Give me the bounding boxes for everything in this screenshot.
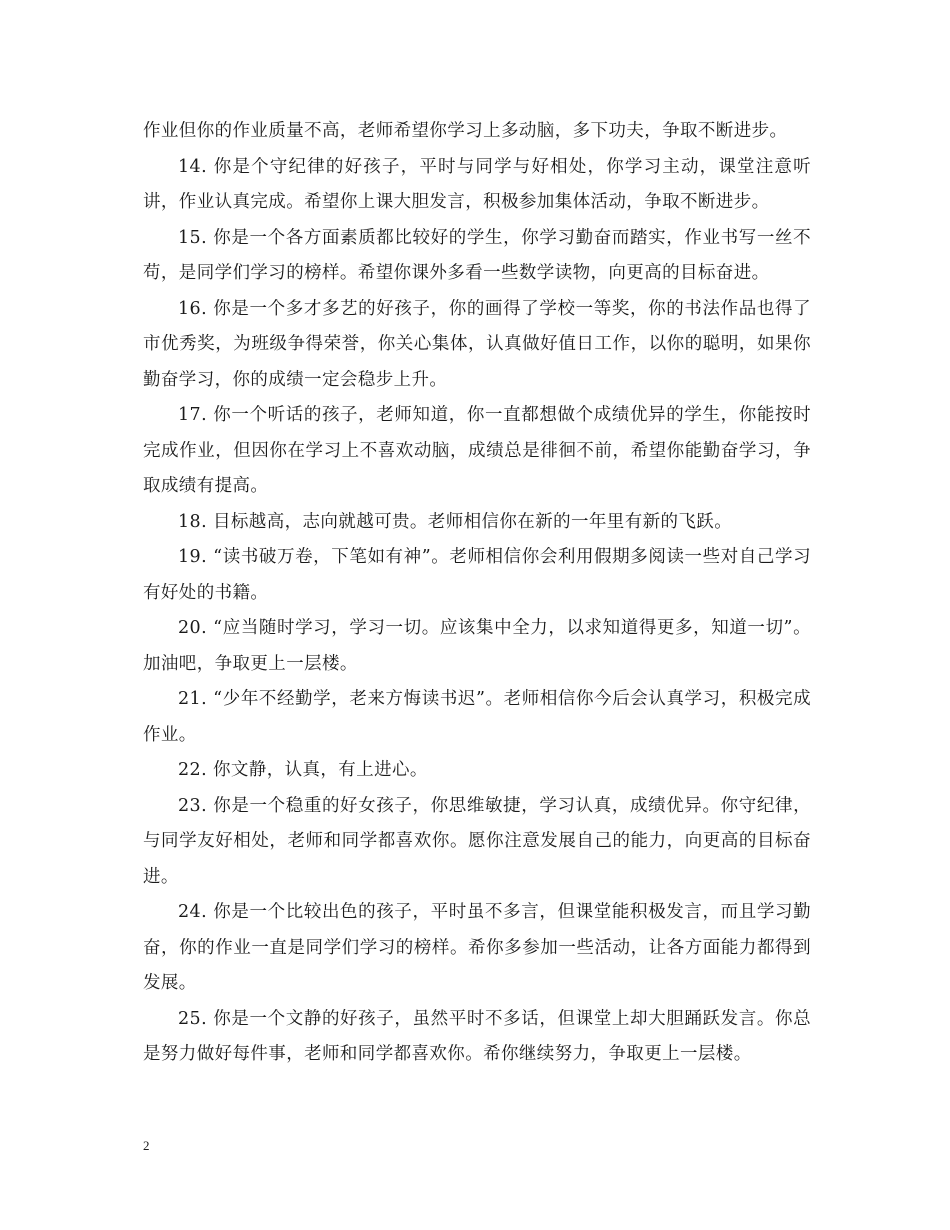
paragraph-14: 14. 你是个守纪律的好孩子，平时与同学与好相处，你学习主动，课堂注意听讲，作业认真完成。希望你上课大胆发言，积极参加集体活动，争取不断进步。	[143, 156, 811, 212]
paragraph-continuation: 作业但你的作业质量不高，老师希望你学习上多动脑，多下功夫，争取不断进步。	[143, 121, 788, 141]
paragraph-24: 24. 你是一个比较出色的孩子，平时虽不多言，但课堂能积极发言，而且学习勤奋，你的作业一直是同学们学习的榜样。希你多参加一些活动，让各方面能力都得到发展。	[143, 902, 811, 993]
paragraph-19: 19. “读书破万卷，下笔如有神”。老师相信你会利用假期多阅读一些对自己学习有好处的书籍。	[143, 547, 811, 603]
paragraph-22: 22. 你文静，认真，有上进心。	[178, 760, 428, 780]
paragraph-16: 16. 你是一个多才多艺的好孩子，你的画得了学校一等奖，你的书法作品也得了市优秀奖，为班级争得荣誉，你关心集体，认真做好值日工作，以你的聪明，如果你勤奋学习，你的成绩一定会稳步上升。	[143, 298, 811, 390]
body-text	[143, 114, 811, 1073]
paragraph-18: 18. 目标越高，志向就越可贵。老师相信你在新的一年里有新的飞跃。	[178, 511, 733, 532]
paragraph-20: 20. “应当随时学习，学习一切。应该集中全力，以求知道得更多，知道一切”。加油吧，争取更上一层楼。	[143, 618, 811, 674]
paragraph-25: 25. 你是一个文静的好孩子，虽然平时不多话，但课堂上却大胆踊跃发言。你总是努力做好每件事，老师和同学都喜欢你。希你继续努力，争取更上一层楼。	[143, 1008, 811, 1064]
paragraph-17: 17. 你一个听话的孩子，老师知道，你一直都想做个成绩优异的学生，你能按时完成作业，但因你在学习上不喜欢动脑，成绩总是徘徊不前，希望你能勤奋学习，争取成绩有提高。	[143, 405, 811, 496]
paragraph-23: 23. 你是一个稳重的好女孩子，你思维敏捷，学习认真，成绩优异。你守纪律，与同学友好相处，老师和同学都喜欢你。愿你注意发展自己的能力，向更高的目标奋进。	[143, 795, 811, 887]
page-number: 2	[143, 1138, 150, 1153]
paragraph-21: 21. “少年不经勤学，老来方悔读书迟”。老师相信你今后会认真学习，积极完成作业。	[143, 689, 811, 745]
paragraph-15: 15. 你是一个各方面素质都比较好的学生，你学习勤奋而踏实，作业书写一丝不苟，是同学们学习的榜样。希望你课外多看一些数学读物，向更高的目标奋进。	[143, 227, 811, 283]
